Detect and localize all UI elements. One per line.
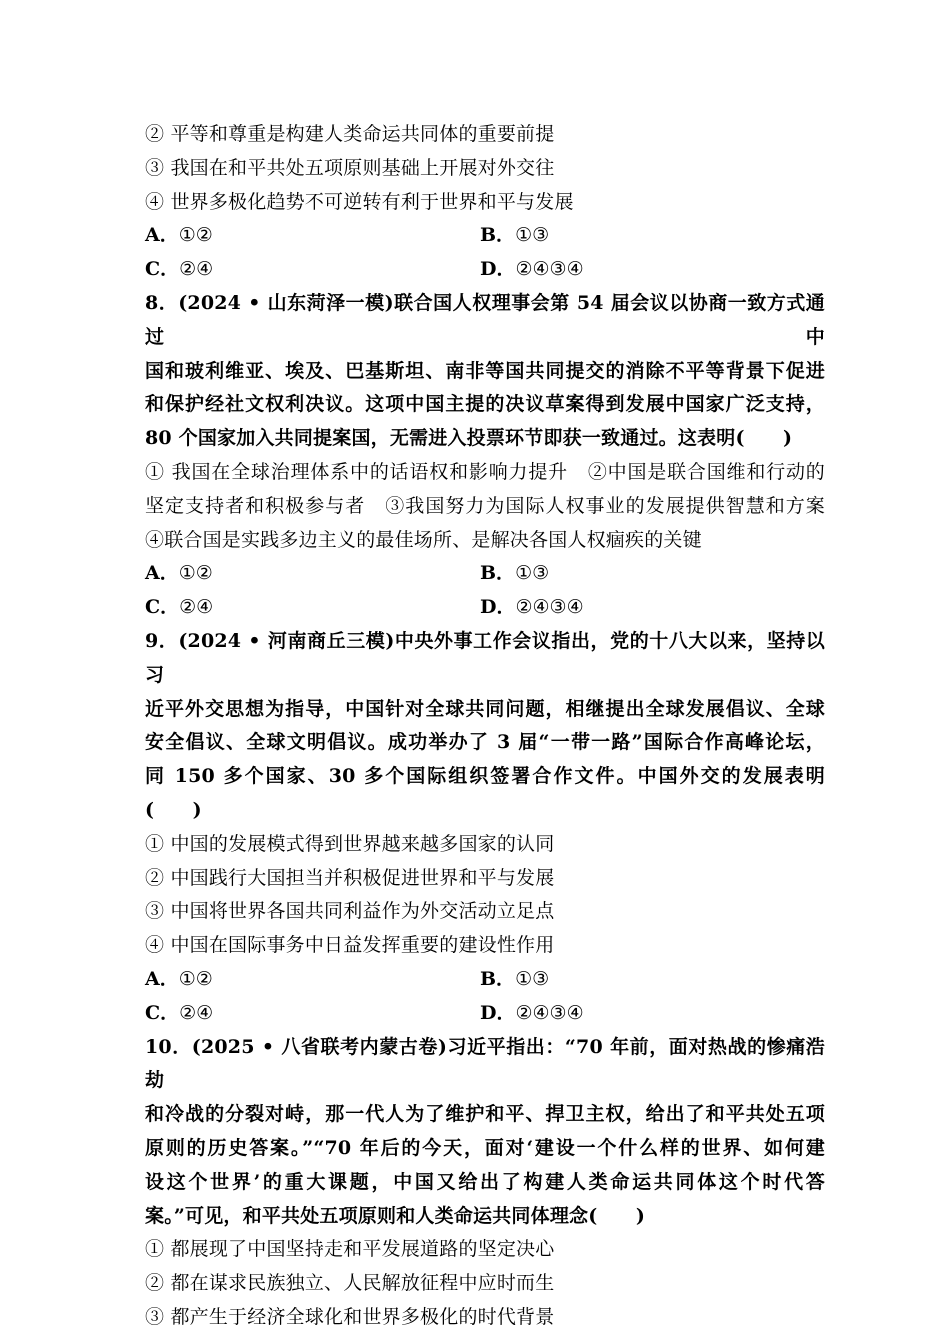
options-row (145, 997, 825, 1031)
option-letter: C． (145, 258, 180, 281)
statement: ① 我国在全球治理体系中的话语权和影响力提升 ②中国是联合国维和行动的 (145, 460, 825, 483)
option-d (480, 253, 815, 287)
option-letter: A． (145, 967, 179, 990)
question-stem-line: 80 个国家加入共同提案国，无需进入投票环节即获一致通过。这表明( ) (145, 427, 793, 450)
statement: ① 中国的发展模式得到世界越来越多国家的认同 (145, 832, 555, 855)
options-row (145, 557, 825, 591)
question-stem-line: 9．(2024 • 河南商丘三模)中央外事工作会议指出，党的十八大以来，坚持以习 (145, 629, 825, 686)
question-9 (145, 625, 825, 1031)
option-b (480, 963, 815, 997)
question-stem-line: 8．(2024 • 山东菏泽一模)联合国人权理事会第 54 届会议以协商一致方式通过中 (145, 291, 825, 348)
option-text: ①③ (515, 562, 550, 585)
option-letter: C． (145, 596, 180, 619)
options-row (145, 963, 825, 997)
option-text: ①③ (515, 967, 550, 990)
statement: ② 都在谋求民族独立、人民解放征程中应时而生 (145, 1272, 555, 1295)
statement: ③ 我国在和平共处五项原则基础上开展对外交往 (145, 156, 555, 179)
option-a (145, 219, 480, 253)
option-text: ②④③④ (515, 596, 584, 619)
statement: ④ 世界多极化趋势不可逆转有利于世界和平与发展 (145, 190, 574, 213)
option-text: ①② (178, 224, 213, 247)
statement: ① 都展现了中国坚持走和平发展道路的坚定决心 (145, 1238, 555, 1261)
option-text: ①② (178, 562, 213, 585)
document-content (145, 118, 825, 1335)
option-text: ②④ (179, 1001, 214, 1024)
question-7 (145, 118, 825, 287)
question-stem-line: 安全倡议、全球文明倡议。成功举办了 3 届“一带一路”国际合作高峰论坛， (145, 731, 825, 754)
statement: ② 中国践行大国担当并积极促进世界和平与发展 (145, 866, 555, 889)
question-stem-line: 案。”可见，和平共处五项原则和人类命运共同体理念( ) (145, 1204, 646, 1227)
option-letter: A． (145, 224, 179, 247)
option-d (480, 997, 815, 1031)
question-stem-line: 同 150 多个国家、30 多个国际组织签署合作文件。中国外交的发展表明( ) (145, 765, 825, 821)
option-text: ②④③④ (515, 1001, 584, 1024)
question-stem-line: 原则的历史答案。”“70 年后的今天，面对‘建设一个什么样的世界、如何建 (145, 1136, 825, 1159)
options-row (145, 253, 825, 287)
option-letter: B． (480, 224, 516, 247)
question-stem-line: 10．(2025 • 八省联考内蒙古卷)习近平指出：“70 年前，面对热战的惨痛浩劫 (145, 1035, 825, 1092)
question-stem-line: 设这个世界’的重大课题，中国又给出了构建人类命运共同体这个时代答 (145, 1170, 825, 1193)
option-letter: D． (480, 596, 516, 619)
options-row (145, 591, 825, 625)
option-text: ②④ (179, 258, 214, 281)
option-text: ②④ (179, 596, 214, 619)
statement: ③ 中国将世界各国共同利益作为外交活动立足点 (145, 900, 555, 923)
option-c (145, 253, 480, 287)
question-8 (145, 287, 825, 625)
statement: ② 平等和尊重是构建人类命运共同体的重要前提 (145, 123, 555, 145)
option-text: ①② (178, 967, 213, 990)
option-d (480, 591, 815, 625)
question-stem-line: 和冷战的分裂对峙，那一代人为了维护和平、捍卫主权，给出了和平共处五项 (145, 1103, 825, 1126)
question-10 (145, 1031, 825, 1335)
options-row (145, 219, 825, 253)
statement: ④ 中国在国际事务中日益发挥重要的建设性作用 (145, 934, 555, 957)
option-text: ①③ (515, 224, 550, 247)
option-letter: B． (480, 967, 516, 990)
option-letter: B． (480, 562, 516, 585)
option-b (480, 557, 815, 591)
question-stem-line: 近平外交思想为指导，中国针对全球共同问题，相继提出全球发展倡议、全球 (145, 697, 825, 720)
option-a (145, 557, 480, 591)
statement: ③ 都产生于经济全球化和世界多极化的时代背景 (145, 1305, 555, 1328)
question-stem-line: 国和玻利维亚、埃及、巴基斯坦、南非等国共同提交的消除不平等背景下促进 (145, 359, 825, 382)
option-a (145, 963, 480, 997)
option-letter: D． (480, 1001, 516, 1024)
option-c (145, 997, 480, 1031)
option-letter: D． (480, 258, 516, 281)
option-text: ②④③④ (515, 258, 584, 281)
option-letter: A． (145, 562, 179, 585)
option-b (480, 219, 815, 253)
statement: 坚定支持者和积极参与者 ③我国努力为国际人权事业的发展提供智慧和方案 (145, 494, 825, 517)
statement: ④联合国是实践多边主义的最佳场所、是解决各国人权痼疾的关键 (145, 528, 702, 551)
option-letter: C． (145, 1001, 180, 1024)
option-c (145, 591, 480, 625)
question-stem-line: 和保护经社文权利决议。这项中国主提的决议草案得到发展中国家广泛支持， (145, 393, 825, 416)
